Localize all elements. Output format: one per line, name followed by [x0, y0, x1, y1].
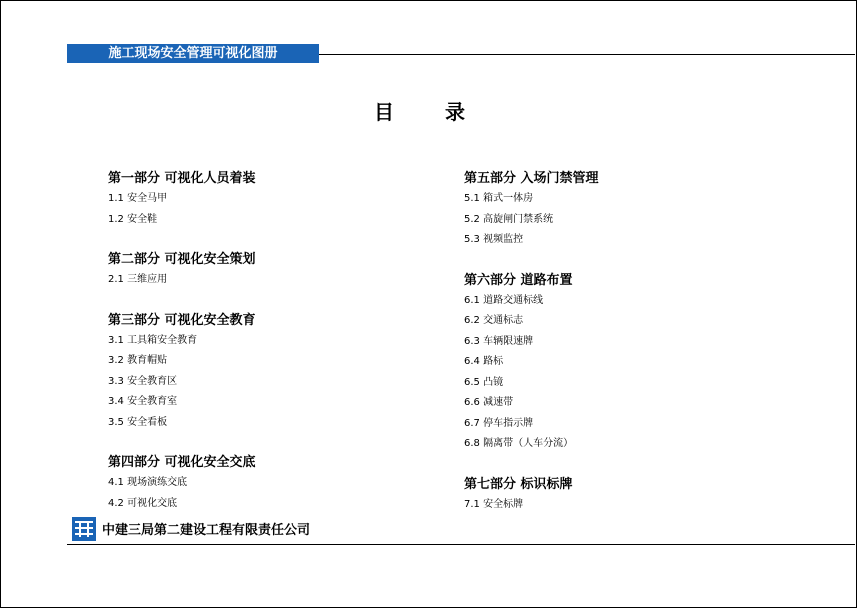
toc-section — [464, 271, 764, 455]
toc-item[interactable]: 1.2 安全鞋 — [108, 213, 158, 225]
toc-section — [108, 169, 408, 230]
toc-item[interactable]: 5.1 箱式一体房 — [464, 193, 534, 204]
toc-item[interactable]: 6.7 停车指示牌 — [464, 417, 534, 429]
toc-item[interactable]: 4.1 现场演练交底 — [108, 477, 188, 488]
toc-right-column — [464, 169, 764, 515]
section-title[interactable]: 第四部分 可视化安全交底 — [108, 455, 256, 470]
section-title[interactable]: 第五部分 入场门禁管理 — [464, 171, 599, 186]
toc-section — [108, 311, 408, 434]
toc-item[interactable]: 5.2 高旋闸门禁系统 — [464, 213, 554, 225]
header-banner — [67, 44, 319, 63]
toc-left-column — [108, 169, 408, 514]
section-title[interactable]: 第三部分 可视化安全教育 — [108, 312, 256, 328]
toc-item[interactable]: 6.5 凸镜 — [464, 376, 504, 388]
toc-item[interactable]: 6.2 交通标志 — [464, 315, 524, 326]
toc-title: 目 录 — [374, 100, 487, 124]
toc-item[interactable]: 3.1 工具箱安全教育 — [108, 334, 198, 346]
footer-divider — [67, 544, 855, 545]
section-title[interactable]: 第六部分 道路布置 — [464, 272, 573, 288]
section-title[interactable]: 第一部分 可视化人员着装 — [108, 171, 256, 186]
toc-section — [108, 453, 408, 514]
toc-section — [464, 475, 764, 516]
toc-item[interactable]: 6.6 减速带 — [464, 397, 514, 408]
toc-section — [464, 169, 764, 251]
toc-item[interactable]: 2.1 三维应用 — [108, 274, 168, 285]
toc-item[interactable]: 6.4 路标 — [464, 356, 504, 367]
toc-item[interactable]: 5.3 视频监控 — [464, 234, 524, 245]
company-logo-icon — [72, 517, 96, 541]
toc-item[interactable]: 3.4 安全教育室 — [108, 396, 178, 407]
header-divider — [319, 54, 855, 55]
toc-item[interactable]: 6.3 车辆限速牌 — [464, 335, 534, 347]
section-title[interactable]: 第七部分 标识标牌 — [464, 476, 573, 492]
toc-item[interactable]: 6.1 道路交通标线 — [464, 294, 544, 306]
header-title: 施工现场安全管理可视化图册 — [108, 46, 278, 61]
toc-item[interactable]: 3.5 安全看板 — [108, 416, 168, 428]
toc-item[interactable]: 4.2 可视化交底 — [108, 497, 178, 509]
toc-item[interactable]: 7.1 安全标牌 — [464, 498, 524, 510]
toc-item[interactable]: 6.8 隔离带（人车分流） — [464, 438, 574, 449]
footer-company-name: 中建三局第二建设工程有限责任公司 — [102, 523, 311, 538]
toc-item[interactable]: 3.3 安全教育区 — [108, 375, 178, 387]
toc-section — [108, 250, 408, 291]
toc-item[interactable]: 1.1 安全马甲 — [108, 193, 168, 204]
toc-item[interactable]: 3.2 教育帽贴 — [108, 355, 168, 366]
section-title[interactable]: 第二部分 可视化安全策划 — [108, 252, 256, 267]
